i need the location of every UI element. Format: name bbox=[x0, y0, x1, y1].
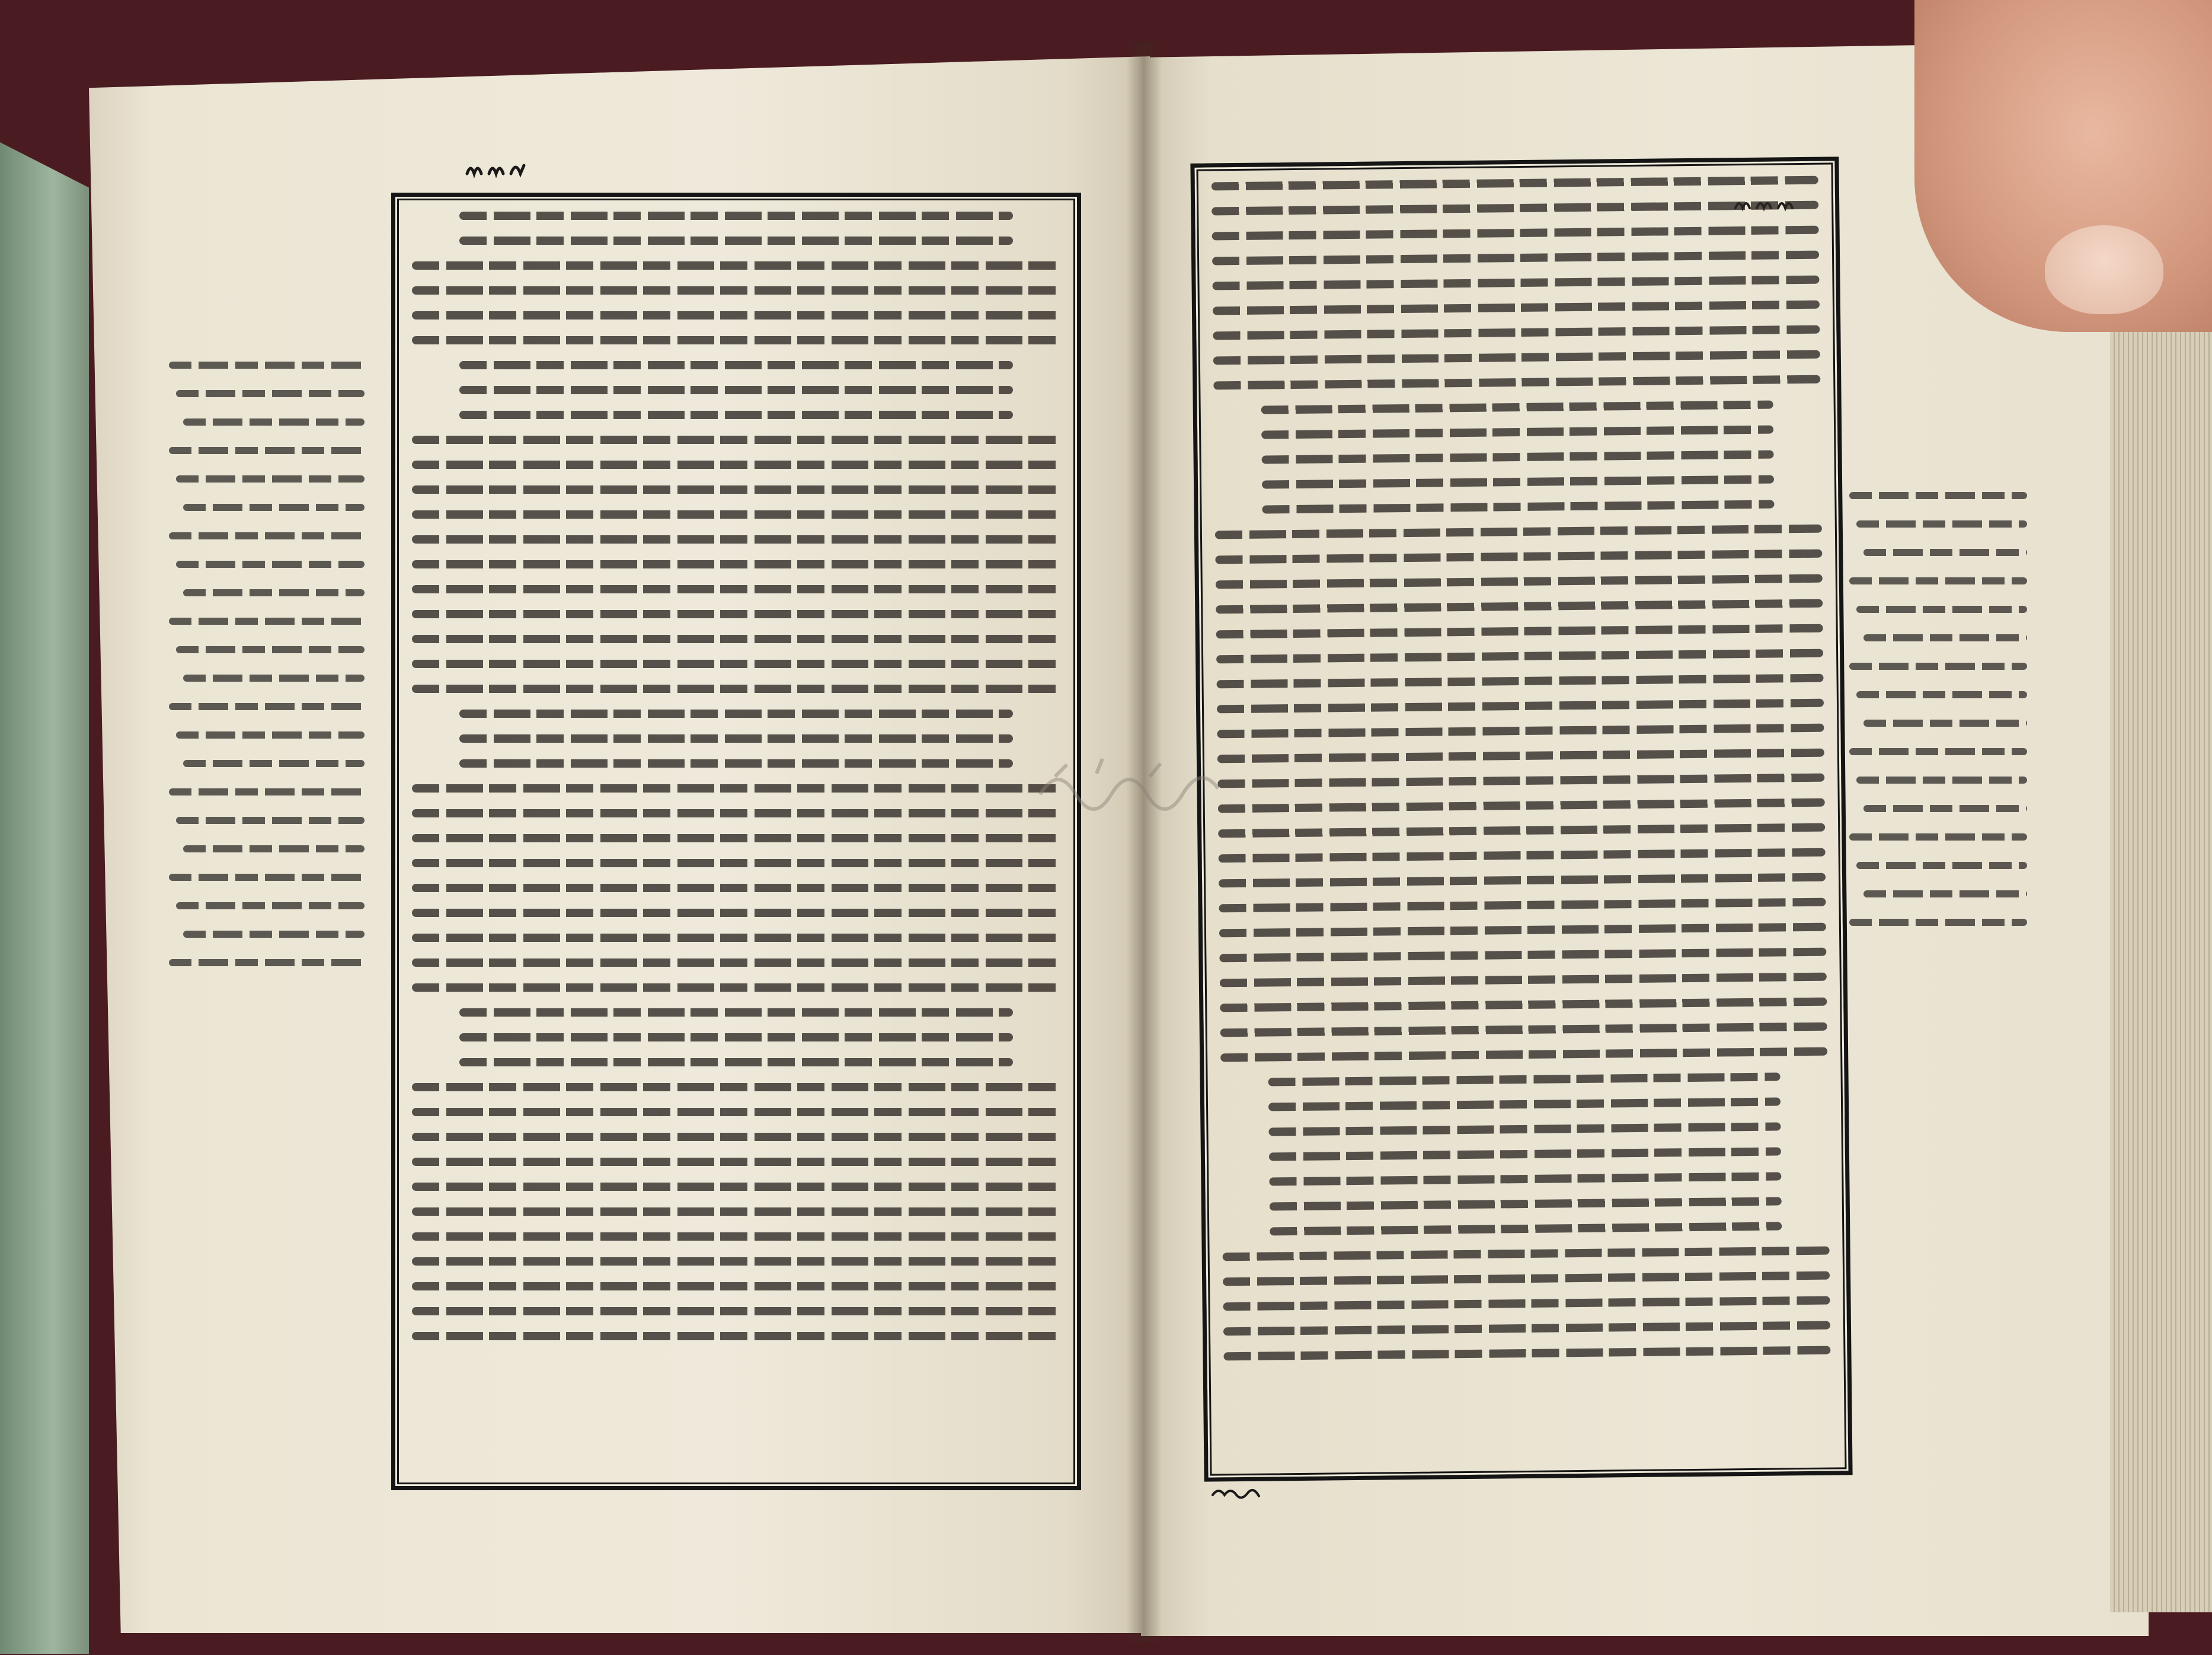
text-line bbox=[1217, 774, 1824, 788]
margin-note-line bbox=[1863, 805, 2027, 812]
right-marginalia bbox=[1849, 492, 2027, 947]
text-line bbox=[412, 1108, 1060, 1116]
margin-note-line bbox=[1849, 833, 2027, 841]
text-line bbox=[1217, 674, 1824, 689]
text-line bbox=[1213, 325, 1820, 340]
text-line bbox=[412, 934, 1060, 942]
text-line bbox=[1270, 1197, 1782, 1210]
text-line bbox=[459, 759, 1013, 768]
text-line bbox=[1262, 475, 1774, 489]
margin-note-line bbox=[169, 703, 365, 710]
margin-note-line bbox=[169, 532, 365, 539]
margin-note-line bbox=[176, 646, 365, 653]
text-line bbox=[1216, 624, 1823, 639]
text-line bbox=[1223, 1247, 1830, 1261]
margin-note-line bbox=[169, 788, 365, 795]
text-line bbox=[412, 336, 1060, 344]
text-line bbox=[1219, 873, 1826, 888]
text-line bbox=[1219, 948, 1826, 963]
margin-note-line bbox=[183, 760, 365, 767]
text-line bbox=[412, 1257, 1060, 1266]
text-line bbox=[1223, 1271, 1830, 1286]
text-line bbox=[1223, 1346, 1830, 1361]
text-line bbox=[412, 834, 1060, 842]
text-line bbox=[412, 959, 1060, 967]
text-line bbox=[412, 909, 1060, 917]
margin-note-line bbox=[169, 874, 365, 881]
margin-note-line bbox=[1849, 919, 2027, 926]
text-line bbox=[1269, 1172, 1781, 1186]
text-line bbox=[1217, 699, 1824, 714]
text-line bbox=[459, 361, 1013, 369]
text-line bbox=[412, 510, 1060, 519]
text-line bbox=[1218, 823, 1825, 838]
text-line bbox=[412, 461, 1060, 469]
text-line bbox=[412, 311, 1060, 320]
text-line bbox=[412, 436, 1060, 444]
text-line bbox=[1213, 350, 1820, 365]
margin-note-line bbox=[1863, 890, 2027, 897]
margin-note-line bbox=[1856, 606, 2027, 613]
text-line bbox=[459, 386, 1013, 394]
text-line bbox=[412, 983, 1060, 992]
margin-note-line bbox=[183, 931, 365, 938]
text-line bbox=[1216, 599, 1823, 614]
text-line bbox=[1216, 574, 1823, 589]
margin-note-line bbox=[183, 675, 365, 682]
margin-note-line bbox=[169, 362, 365, 369]
margin-note-line bbox=[1863, 720, 2027, 727]
text-line bbox=[1223, 1321, 1830, 1336]
text-line bbox=[1217, 749, 1824, 763]
margin-note-line bbox=[183, 418, 365, 426]
margin-note-line bbox=[176, 390, 365, 397]
margin-note-line bbox=[169, 447, 365, 454]
margin-note-line bbox=[1856, 691, 2027, 698]
text-line bbox=[412, 585, 1060, 593]
text-line bbox=[1215, 525, 1822, 539]
text-line bbox=[459, 734, 1013, 743]
text-line bbox=[1217, 724, 1824, 739]
text-line bbox=[459, 1058, 1013, 1066]
margin-note-line bbox=[183, 845, 365, 852]
text-line bbox=[1220, 973, 1827, 988]
text-line bbox=[412, 1282, 1060, 1290]
text-line bbox=[459, 1008, 1013, 1017]
text-line bbox=[412, 1158, 1060, 1166]
text-line bbox=[1220, 998, 1827, 1012]
text-line bbox=[1261, 401, 1773, 414]
text-line bbox=[412, 485, 1060, 494]
margin-note-line bbox=[1856, 862, 2027, 869]
text-line bbox=[459, 237, 1013, 245]
text-line bbox=[412, 560, 1060, 568]
margin-note-line bbox=[1849, 748, 2027, 755]
text-line bbox=[459, 710, 1013, 718]
book-cover-edge bbox=[0, 142, 89, 1654]
text-line bbox=[412, 1083, 1060, 1091]
text-line bbox=[412, 635, 1060, 643]
text-line bbox=[412, 286, 1060, 295]
text-line bbox=[412, 261, 1060, 270]
text-line bbox=[459, 411, 1013, 419]
text-line bbox=[412, 1307, 1060, 1315]
text-line bbox=[1218, 798, 1825, 813]
left-text-lines bbox=[412, 212, 1060, 1471]
text-line bbox=[412, 859, 1060, 867]
text-line bbox=[1220, 1047, 1827, 1062]
text-line bbox=[459, 212, 1013, 220]
text-line bbox=[1262, 500, 1774, 514]
text-line bbox=[1223, 1296, 1830, 1311]
margin-note-line bbox=[183, 504, 365, 511]
text-line bbox=[1269, 1147, 1781, 1161]
margin-note-line bbox=[1856, 520, 2027, 528]
text-line bbox=[1268, 1097, 1781, 1111]
margin-note-line bbox=[169, 959, 365, 966]
text-line bbox=[412, 1232, 1060, 1241]
margin-note-line bbox=[176, 817, 365, 824]
margin-note-line bbox=[1849, 492, 2027, 499]
text-line bbox=[1213, 375, 1820, 390]
margin-note-line bbox=[176, 561, 365, 568]
left-marginalia bbox=[169, 362, 365, 988]
text-line bbox=[1216, 649, 1823, 664]
margin-note-line bbox=[176, 475, 365, 483]
text-line bbox=[1212, 276, 1819, 290]
margin-note-line bbox=[183, 589, 365, 596]
text-line bbox=[412, 809, 1060, 817]
thumbnail-nail bbox=[2045, 225, 2163, 314]
text-line bbox=[1268, 1072, 1781, 1086]
right-text-lines bbox=[1212, 176, 1832, 1463]
margin-note-line bbox=[1849, 577, 2027, 584]
text-line bbox=[1212, 176, 1818, 191]
margin-note-line bbox=[1849, 663, 2027, 670]
text-line bbox=[412, 610, 1060, 618]
text-line bbox=[1215, 549, 1822, 564]
margin-note-line bbox=[176, 902, 365, 909]
text-line bbox=[1212, 201, 1818, 216]
text-line bbox=[1220, 1023, 1827, 1037]
text-line bbox=[412, 884, 1060, 892]
margin-note-line bbox=[1863, 549, 2027, 556]
text-line bbox=[1212, 251, 1819, 266]
margin-note-line bbox=[1856, 777, 2027, 784]
page-number-mark-left bbox=[462, 157, 533, 181]
text-line bbox=[1270, 1222, 1782, 1235]
text-line bbox=[1219, 898, 1826, 913]
right-text-block bbox=[1190, 156, 1852, 1481]
text-line bbox=[412, 660, 1060, 668]
margin-note-line bbox=[1863, 634, 2027, 641]
text-line bbox=[1213, 301, 1820, 315]
left-text-block bbox=[391, 193, 1081, 1490]
text-line bbox=[412, 1183, 1060, 1191]
text-line bbox=[1219, 923, 1826, 938]
text-line bbox=[412, 1133, 1060, 1141]
text-line bbox=[1268, 1122, 1781, 1136]
text-line bbox=[412, 784, 1060, 793]
text-line bbox=[1261, 426, 1773, 439]
margin-note-line bbox=[169, 618, 365, 625]
text-line bbox=[412, 1332, 1060, 1340]
text-line bbox=[1262, 451, 1774, 464]
watermark-seal bbox=[1031, 753, 1227, 818]
text-line bbox=[459, 1033, 1013, 1041]
catchword-mark bbox=[1209, 1482, 1268, 1503]
margin-note-line bbox=[176, 731, 365, 739]
text-line bbox=[412, 685, 1060, 693]
text-line bbox=[412, 1207, 1060, 1216]
text-line bbox=[412, 535, 1060, 544]
book-gutter bbox=[1126, 41, 1162, 1642]
text-line bbox=[1219, 848, 1826, 863]
text-line bbox=[1212, 226, 1819, 241]
